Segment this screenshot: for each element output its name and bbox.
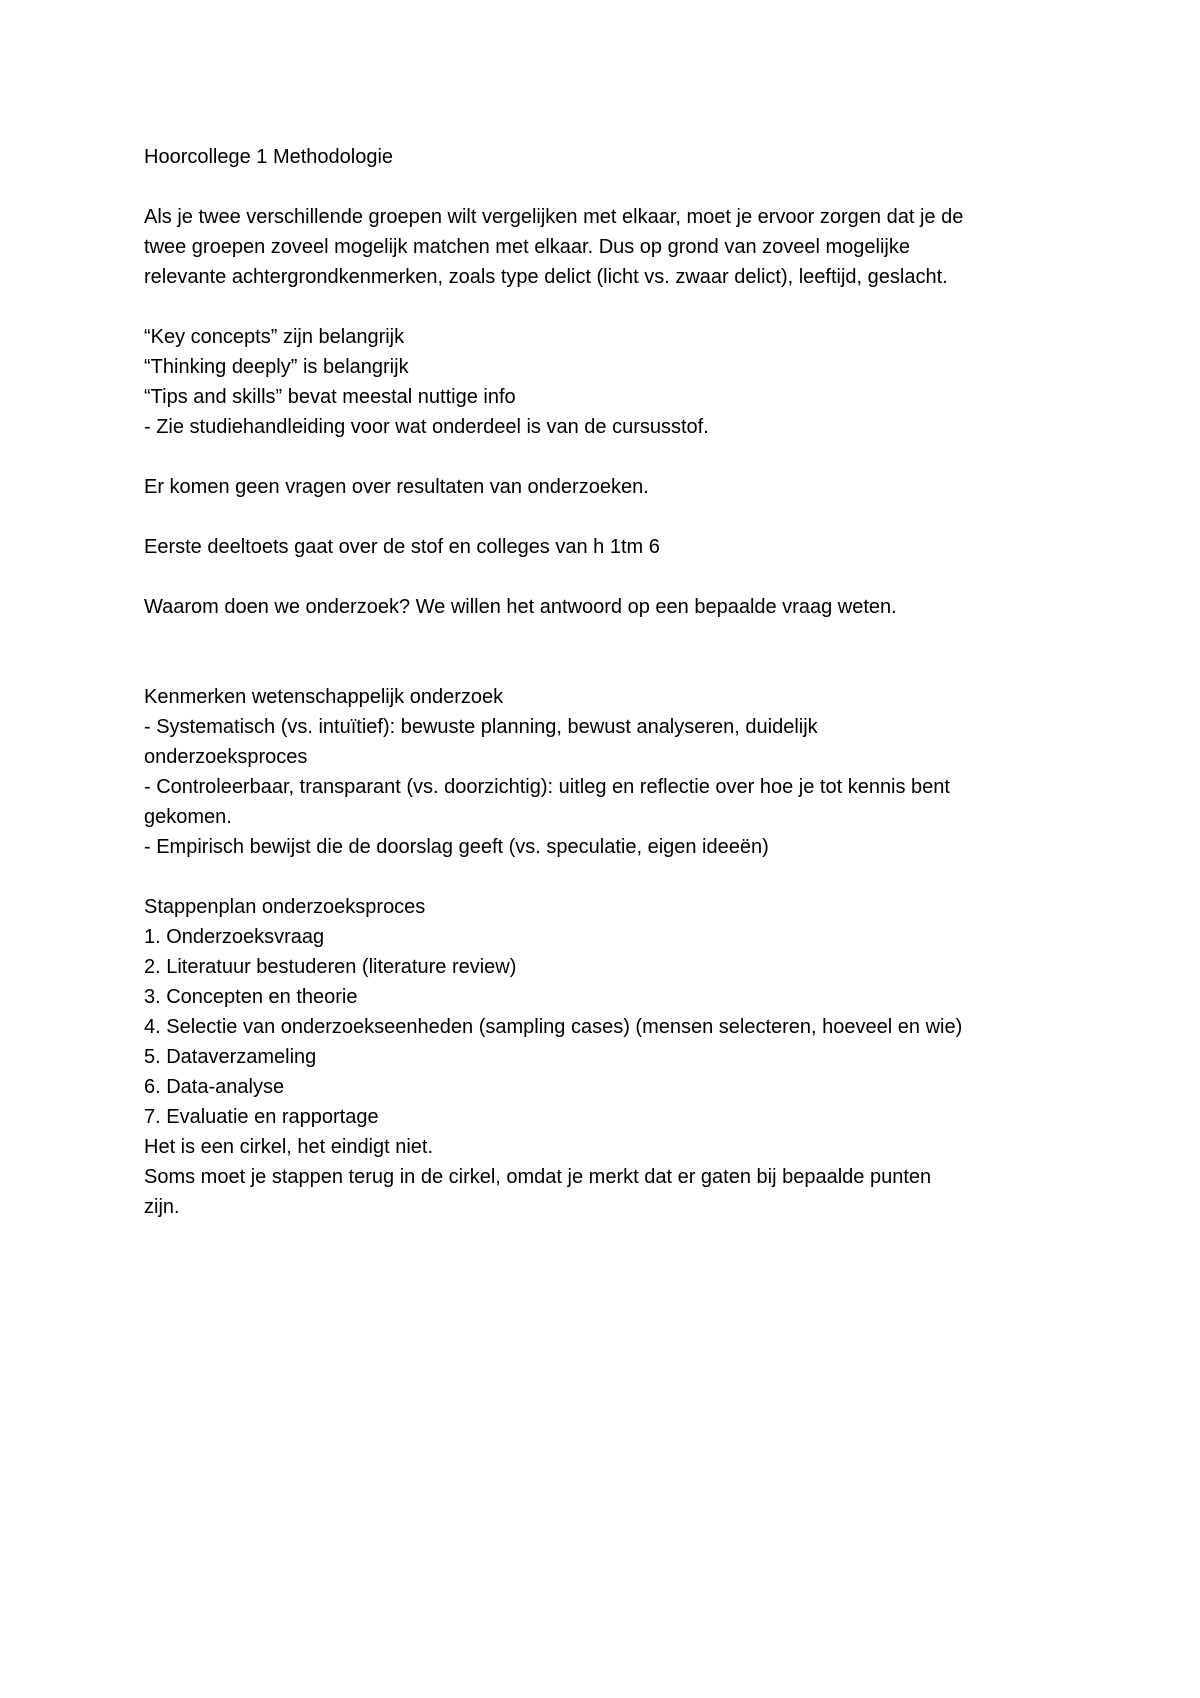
paragraph-spacer: [144, 502, 1064, 532]
intro-line: relevante achtergrondkenmerken, zoals type delict (licht vs. zwaar delict), leeftijd, geslacht.: [144, 266, 948, 288]
step-item: 1. Onderzoeksvraag: [144, 926, 325, 948]
no-questions-note: Er komen geen vragen over resultaten van onderzoeken.: [144, 476, 649, 498]
step-item: 3. Concepten en theorie: [144, 986, 358, 1008]
intro-line: Als je twee verschillende groepen wilt vergelijken met elkaar, moet je ervoor zorgen dat je de: [144, 206, 964, 228]
steps-closing-line: zijn.: [144, 1196, 180, 1218]
characteristics-line: - Controleerbaar, transparant (vs. doorzichtig): uitleg en reflectie over hoe je tot kennis bent: [144, 776, 950, 798]
intro-paragraph: [144, 202, 1064, 292]
step-item: 4. Selectie van onderzoekseenheden (sampling cases) (mensen selecteren, hoeveel en wie): [144, 1016, 963, 1038]
step-item: 2. Literatuur bestuderen (literature review): [144, 956, 517, 978]
characteristics-line: onderzoeksproces: [144, 746, 308, 768]
characteristics-line: - Systematisch (vs. intuïtief): bewuste planning, bewust analyseren, duidelijk: [144, 716, 818, 738]
steps-closing-line: Het is een cirkel, het eindigt niet.: [144, 1136, 434, 1158]
characteristics-section: [144, 682, 1064, 862]
concepts-paragraph: [144, 322, 1064, 442]
paragraph-spacer: [144, 562, 1064, 592]
step-item: 5. Dataverzameling: [144, 1046, 317, 1068]
concepts-line: “Thinking deeply” is belangrijk: [144, 356, 409, 378]
steps-section: [144, 892, 1064, 1222]
concepts-line: “Key concepts” zijn belangrijk: [144, 326, 405, 348]
step-item: 7. Evaluatie en rapportage: [144, 1106, 379, 1128]
characteristics-line: - Empirisch bewijst die de doorslag geeft (vs. speculatie, eigen ideeën): [144, 836, 769, 858]
steps-heading: Stappenplan onderzoeksproces: [144, 896, 426, 918]
document-title: Hoorcollege 1 Methodologie: [144, 146, 394, 168]
document-body: [144, 142, 1064, 1222]
paragraph-spacer: [144, 292, 1064, 322]
paragraph-spacer: [144, 172, 1064, 202]
steps-closing-line: Soms moet je stappen terug in de cirkel, omdat je merkt dat er gaten bij bepaalde punten: [144, 1166, 932, 1188]
first-test-note: Eerste deeltoets gaat over de stof en colleges van h 1tm 6: [144, 536, 660, 558]
paragraph-spacer: [144, 862, 1064, 892]
characteristics-line: gekomen.: [144, 806, 232, 828]
paragraph-spacer: [144, 442, 1064, 472]
concepts-line: - Zie studiehandleiding voor wat onderdeel is van de cursusstof.: [144, 416, 709, 438]
characteristics-heading: Kenmerken wetenschappelijk onderzoek: [144, 686, 504, 708]
concepts-line: “Tips and skills” bevat meestal nuttige info: [144, 386, 516, 408]
intro-line: twee groepen zoveel mogelijk matchen met elkaar. Dus op grond van zoveel mogelijke: [144, 236, 910, 258]
why-research-note: Waarom doen we onderzoek? We willen het antwoord op een bepaalde vraag weten.: [144, 596, 897, 618]
step-item: 6. Data-analyse: [144, 1076, 285, 1098]
paragraph-spacer: [144, 622, 1064, 682]
